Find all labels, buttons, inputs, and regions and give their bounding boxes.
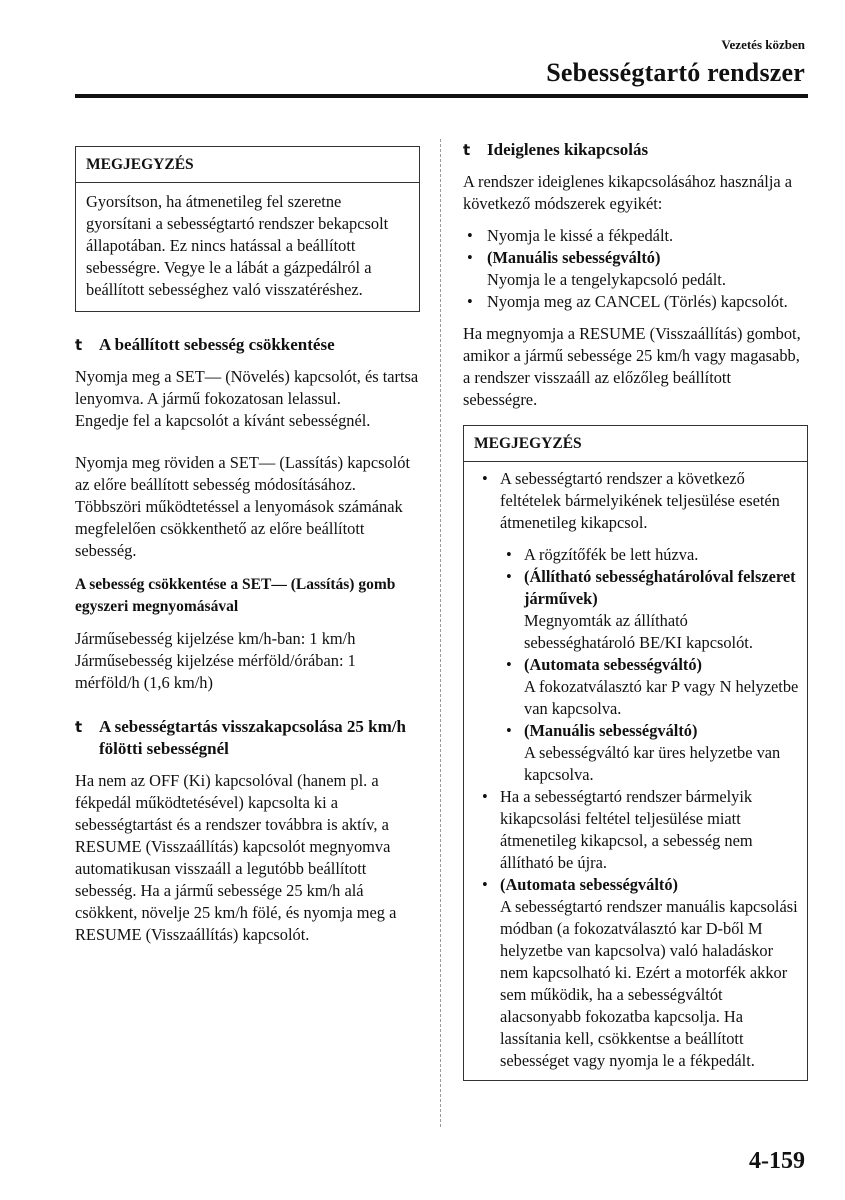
paragraph: Ha nem az OFF (Ki) kapcsolóval (hanem pl. a fékpedál működtetésével) kapcsolta ki a sebességtartást és a rendszer továbbra is aktív, a RESUME (Visszaállítás) kapcsolót megnyomva automatikusan visszaáll a legutóbb beállított sebesség. Ha a jármű sebessége 25 km/h alá csökkent, növelje 25 km/h fölé, és nyomja meg a RESUME (Visszaállítás) kapcsolót. [75, 771, 397, 944]
list-item-text: A sebességváltó kar üres helyzetbe van kapcsolva. [524, 743, 781, 784]
list-item-bold: (Automata sebességváltó) [500, 875, 678, 894]
list-item [500, 544, 799, 566]
list-item-text: Ha a sebességtartó rendszer bármelyik kikapcsolási feltétel teljesülése miatt átmenetileg kikapcsol, a sebesség nem állítható be újra. [500, 787, 753, 872]
sub-heading: A sebesség csökkentése a SET— (Lassítás) gomb egyszeri megnyomásával [75, 576, 396, 615]
header-rule [75, 94, 808, 98]
list-item-bold: (Manuális sebességváltó) [524, 721, 698, 740]
list-item [500, 720, 799, 786]
list-item [463, 247, 808, 291]
note-title: MEGJEGYZÉS [464, 426, 807, 462]
list-item [463, 291, 808, 313]
column-divider [440, 139, 441, 1127]
page-number: 4-159 [749, 1148, 805, 1174]
note-text: Gyorsítson, ha átmenetileg fel szeretne gyorsítani a sebességtartó rendszer bekapcsolt állapotában. Ez nincs hatással a beállított sebességre. Vegye le a lábát a gázpedálról a beállított sebességhez való visszatéréshez. [86, 192, 389, 299]
right-column [463, 139, 808, 1081]
list-item-text: A sebességtartó rendszer a következő feltételek bármelyikének teljesülése esetén átmenetileg kikapcsol. [500, 469, 780, 532]
list-item [500, 566, 799, 654]
list-item-text: Nyomja meg az CANCEL (Törlés) kapcsolót. [487, 292, 788, 311]
list-item-text: Megnyomták az állítható sebességhatároló BE/KI kapcsolót. [524, 611, 753, 652]
note-bullet-list [472, 468, 799, 1072]
paragraph: A rendszer ideiglenes kikapcsolásához használja a következő módszerek egyikét: [463, 172, 793, 213]
section-heading-text: A sebességtartás visszakapcsolása 25 km/h fölötti sebességnél [99, 717, 406, 758]
list-item-text: Nyomja le a tengelykapcsoló pedált. [487, 270, 726, 289]
section-marker: t [75, 336, 83, 354]
list-item [463, 225, 808, 247]
list-item-text: Nyomja le kissé a fékpedált. [487, 226, 674, 245]
section-marker: t [463, 141, 471, 159]
section-heading-temporary-off [463, 139, 808, 161]
paragraph: Ha megnyomja a RESUME (Visszaállítás) gombot, amikor a jármű sebessége 25 km/h vagy magasabb, a rendszer visszaáll az előzőleg beállított sebességre. [463, 324, 801, 409]
left-column [75, 146, 420, 956]
running-header-section: Vezetés közben [721, 37, 805, 52]
section-heading-decrease-speed [75, 334, 420, 356]
page-title: Sebességtartó rendszer [546, 58, 805, 87]
list-item [472, 468, 799, 786]
paragraph: Nyomja meg a SET— (Növelés) kapcsolót, és tartsa lenyomva. A jármű fokozatosan lelassul. [75, 367, 419, 408]
list-item [472, 874, 799, 1072]
section-heading-text: Ideiglenes kikapcsolás [487, 140, 649, 159]
section-heading-resume [75, 716, 420, 760]
list-item-text: A sebességtartó rendszer manuális kapcsolási módban (a fokozatválasztó kar D-ből M helyzetbe van kapcsolva) való haladáskor nem kapcsolható ki. Ezért a motorfék akkor sem működik, ha a sebességváltót alacsonyabb fokozatba kapcsolja. Ha lassítania kell, csökkentse a beállított sebességet vagy nyomja le a fékpedált. [500, 897, 798, 1070]
list-item-bold: (Manuális sebességváltó) [487, 248, 661, 267]
paragraph: Járműsebesség kijelzése mérföld/órában: 1 mérföld/h (1,6 km/h) [75, 651, 356, 692]
paragraph: Engedje fel a kapcsolót a kívánt sebességnél. [75, 411, 371, 430]
note-body [76, 183, 419, 311]
section-heading-text: A beállított sebesség csökkentése [99, 335, 335, 354]
list-item-text: A rögzítőfék be lett húzva. [524, 545, 699, 564]
nested-bullet-list [500, 544, 799, 786]
list-item-text: A fokozatválasztó kar P vagy N helyzetbe van kapcsolva. [524, 677, 799, 718]
note-box-right [463, 425, 808, 1081]
list-item-bold: (Automata sebességváltó) [524, 655, 702, 674]
paragraph: Járműsebesség kijelzése km/h-ban: 1 km/h [75, 629, 356, 648]
note-box-left [75, 146, 420, 312]
list-item [472, 786, 799, 874]
note-title: MEGJEGYZÉS [76, 147, 419, 183]
paragraph: Nyomja meg röviden a SET— (Lassítás) kapcsolót az előre beállított sebesség módosításához. Többszöri működtetéssel a lenyomások számának megfelelően csökkenthető az előre beállított sebesség. [75, 453, 411, 560]
list-item [500, 654, 799, 720]
note-body [464, 462, 807, 1080]
list-item-bold: (Állítható sebességhatárolóval felszeret járművek) [524, 567, 796, 608]
section-marker: t [75, 718, 83, 736]
bullet-list [463, 225, 808, 313]
